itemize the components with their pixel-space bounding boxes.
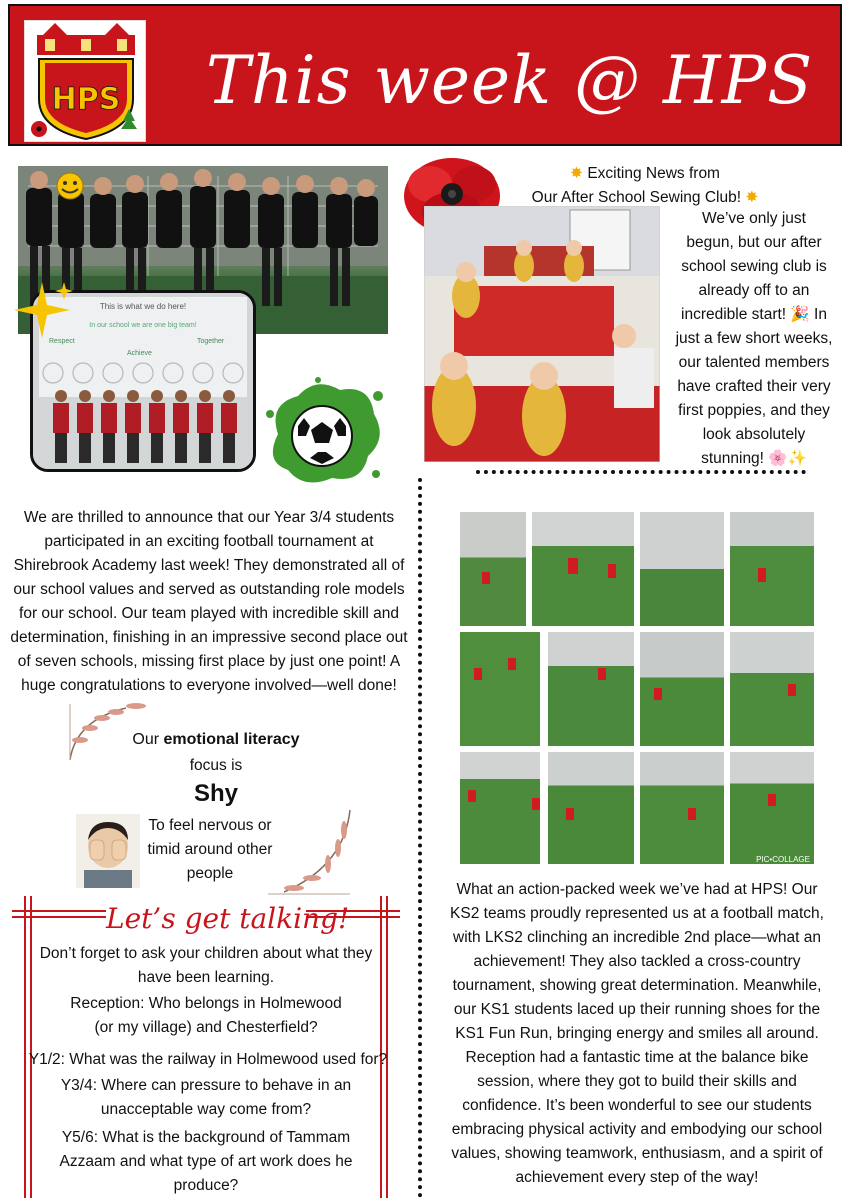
- article-line: Shirebrook Academy last week! They demonstrated all of: [13, 557, 405, 574]
- intro-bold-text: emotional literacy: [163, 731, 300, 748]
- sewing-line: already off to an: [698, 282, 810, 299]
- definition-line: people: [186, 865, 234, 882]
- article-line: values, showing teamwork, enthusiasm, and a spirit of: [451, 1145, 823, 1162]
- board-heading: This is what we do here!: [99, 302, 187, 311]
- definition-line: timid around other: [147, 841, 273, 858]
- talking-line: Y3/4: Where can pressure to behave in an: [60, 1077, 352, 1094]
- article-line: KS2 teams proudly represented us at a football match,: [450, 905, 824, 922]
- header-banner: [8, 4, 842, 146]
- article-line: confidence. It’s been wonderful to see our students: [462, 1097, 812, 1114]
- talking-line: Reception: Who belongs in Holmewood: [70, 995, 342, 1012]
- talking-line: produce?: [173, 1177, 239, 1194]
- lets-get-talking-title: Let’s get talking!: [106, 902, 350, 935]
- article-line: KS1 Fun Run, bringing energy and smiles all around.: [455, 1025, 819, 1042]
- sewing-line: incredible start! 🎉 In: [681, 306, 827, 323]
- sewing-club-photo: [424, 206, 660, 462]
- action-article: [432, 878, 842, 1190]
- talking-line: (or my village) and Chesterfield?: [94, 1019, 318, 1036]
- newsletter-title: This week @ HPS: [206, 42, 814, 119]
- football-article: [4, 506, 414, 698]
- emotional-word: Shy: [193, 780, 238, 807]
- talking-reception: [28, 992, 384, 1040]
- board-value-achieve: Achieve: [127, 350, 152, 357]
- emotional-literacy-intro: [96, 728, 336, 752]
- board-value-together: Together: [197, 338, 225, 345]
- talking-y12: Y1/2: What was the railway in Holmewood used for?: [28, 1051, 388, 1068]
- talking-y34: [28, 1074, 384, 1122]
- collage-watermark: PIC•COLLAGE: [756, 855, 810, 864]
- article-line: our KS1 students laced up their running shoes for the: [453, 1001, 821, 1018]
- article-line: with LKS2 clinching an incredible 2nd place—what an: [453, 929, 821, 946]
- sewing-text: [664, 207, 844, 471]
- article-line: of seven schools, missing first place by just one point! A: [17, 653, 401, 670]
- talking-line: unacceptable way come from?: [100, 1101, 312, 1118]
- sewing-line: begun, but our after: [686, 234, 822, 251]
- sewing-heading-line1: Exciting News from: [587, 165, 720, 182]
- article-line: We are thrilled to announce that our Year 3/4 students: [23, 509, 395, 526]
- sewing-line: our talented members: [678, 354, 830, 371]
- section-divider-horizontal: [476, 470, 806, 474]
- talking-line: Azzaam and what type of art work does he: [59, 1153, 353, 1170]
- board-value-respect: Respect: [49, 338, 75, 345]
- sewing-line: We’ve only just: [702, 210, 806, 227]
- intro-text: Our: [132, 731, 160, 748]
- sewing-line: look absolutely: [702, 426, 806, 443]
- talking-y56: [28, 1126, 384, 1198]
- sewing-line: stunning! 🌸✨: [701, 450, 807, 467]
- article-line: for our school. Our team played with incredible skill and: [19, 605, 399, 622]
- sewing-line: first poppies, and they: [678, 402, 830, 419]
- emotional-focus: focus is: [189, 757, 243, 774]
- sewing-heading-line2: Our After School Sewing Club!: [531, 189, 742, 206]
- sewing-line: have crafted their very: [677, 378, 831, 395]
- talking-line: Y5/6: What is the background of Tammam: [61, 1129, 351, 1146]
- article-line: determination, finishing in an impressive second place out: [10, 629, 408, 646]
- sewing-heading: ✸ Exciting News from Our After School Sewing Club! ✸: [531, 165, 759, 206]
- article-line: tournament, showing great determination. Meanwhile,: [452, 977, 822, 994]
- talking-line: have been learning.: [137, 969, 275, 986]
- board-subheading: In our school we are one big team!: [89, 322, 197, 329]
- shy-child-photo: [76, 814, 140, 888]
- definition-line: To feel nervous or: [148, 817, 272, 834]
- logo-text: HPS: [51, 82, 121, 117]
- article-line: participated in an exciting football tournament at: [44, 533, 374, 550]
- sparkle-icon: [12, 278, 78, 340]
- football-icon: [258, 374, 390, 492]
- section-divider-vertical: [418, 478, 422, 1198]
- sewing-line: school sewing club is: [681, 258, 827, 275]
- floral-corner-bottom-right: [264, 806, 354, 898]
- article-line: session, where they got to build their skills and: [477, 1073, 797, 1090]
- article-line: achievement every step of the way!: [515, 1169, 759, 1186]
- school-logo: [24, 20, 146, 142]
- article-line: our school values and served as outstanding role models: [13, 581, 405, 598]
- sewing-line: just a few short weeks,: [675, 330, 833, 347]
- article-line: achievement! They also tackled a cross-country: [473, 953, 801, 970]
- article-line: What an action-packed week we’ve had at HPS! Our: [456, 881, 818, 898]
- article-line: embracing physical activity and embodying our school: [451, 1121, 823, 1138]
- talking-intro: [28, 942, 384, 990]
- article-line: Reception had a fantastic time at the balance bike: [465, 1049, 809, 1066]
- sports-photo-collage: [458, 508, 816, 866]
- talking-line: Don’t forget to ask your children about what they: [39, 945, 373, 962]
- article-line: huge congratulations to everyone involved—well done!: [21, 677, 397, 694]
